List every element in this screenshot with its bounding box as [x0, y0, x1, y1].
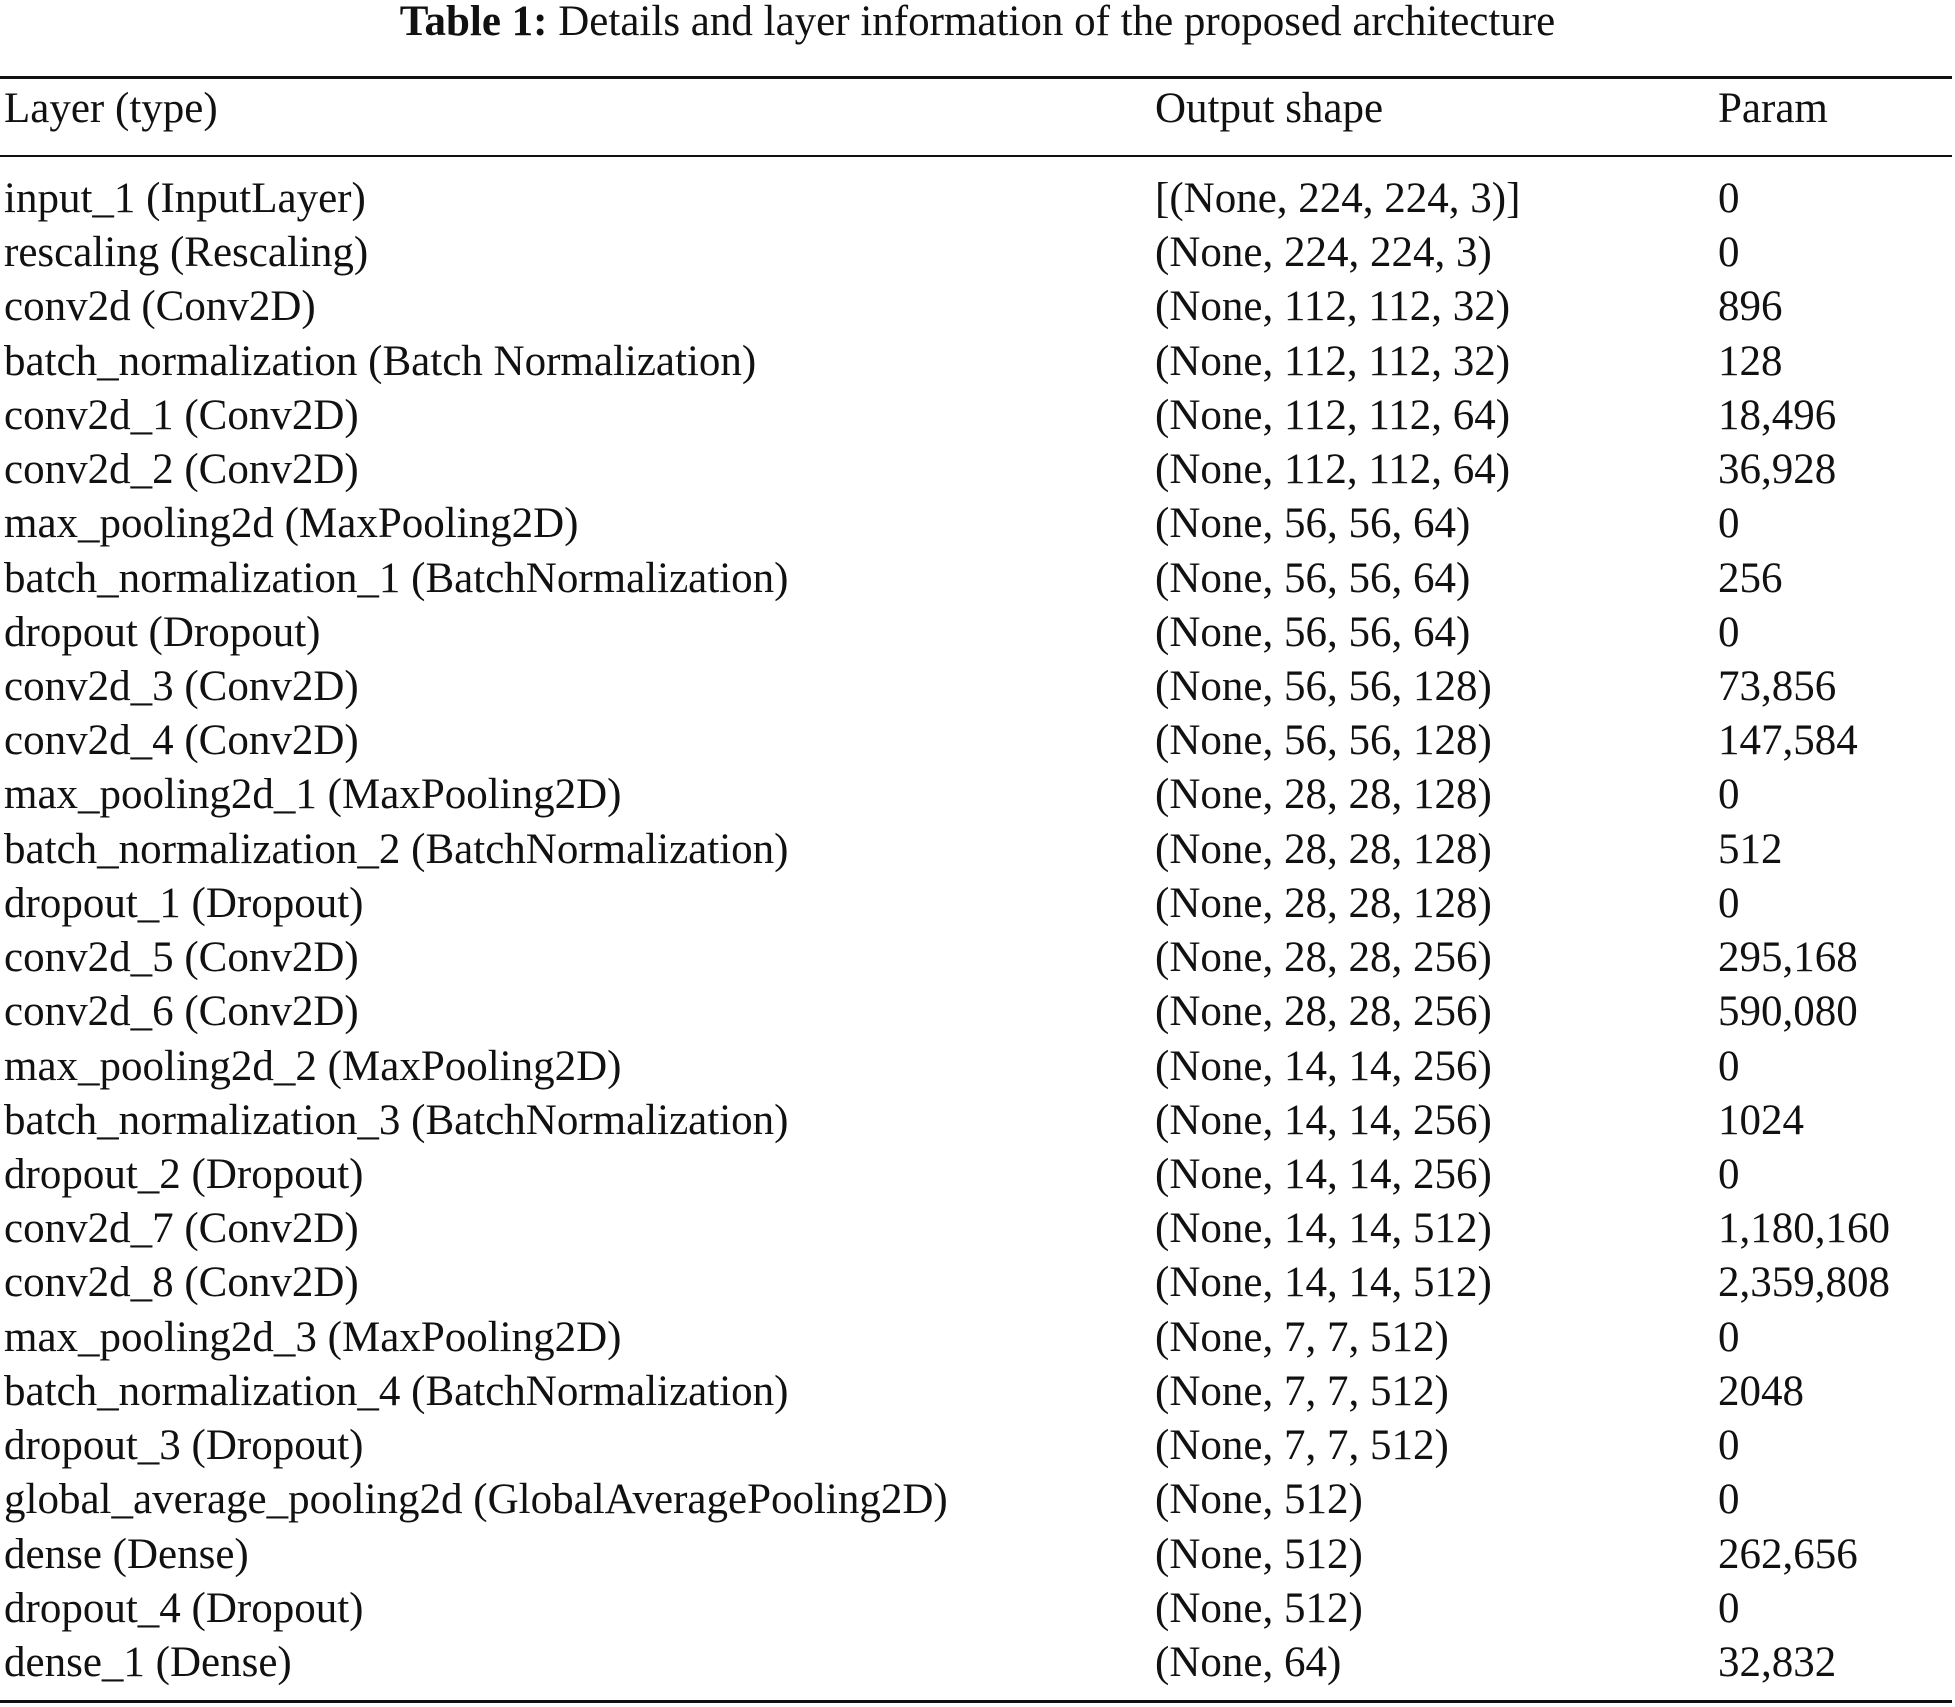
layer-cell: batch_normalization_3 (BatchNormalization)	[4, 1097, 789, 1144]
table-row	[0, 827, 1952, 877]
param-cell: 0	[1718, 609, 1740, 656]
param-cell: 0	[1718, 500, 1740, 547]
param-cell: 262,656	[1718, 1531, 1858, 1578]
table-row	[0, 1640, 1952, 1690]
param-cell: 32,832	[1718, 1639, 1837, 1686]
output-shape-cell: (None, 7, 7, 512)	[1155, 1368, 1449, 1415]
output-shape-cell: (None, 64)	[1155, 1639, 1342, 1686]
table-header-rule	[0, 155, 1952, 157]
layer-cell: conv2d_3 (Conv2D)	[4, 663, 359, 710]
table-row	[0, 1423, 1952, 1473]
table-row	[0, 230, 1952, 280]
layer-cell: conv2d_5 (Conv2D)	[4, 934, 359, 981]
table-row	[0, 1206, 1952, 1256]
layer-cell: batch_normalization_2 (BatchNormalization)	[4, 826, 789, 873]
output-shape-cell: (None, 14, 14, 512)	[1155, 1205, 1492, 1252]
param-cell: 256	[1718, 555, 1783, 602]
table-caption	[0, 0, 1955, 46]
table-caption-text: Details and layer information of the proposed architecture	[558, 0, 1556, 45]
param-cell: 0	[1718, 1151, 1740, 1198]
output-shape-cell: (None, 14, 14, 256)	[1155, 1151, 1492, 1198]
param-cell: 0	[1718, 1314, 1740, 1361]
table-row	[0, 881, 1952, 931]
table-row	[0, 447, 1952, 497]
output-shape-cell: (None, 512)	[1155, 1531, 1363, 1578]
layer-cell: dropout_2 (Dropout)	[4, 1151, 364, 1198]
table-row	[0, 989, 1952, 1039]
layer-cell: conv2d (Conv2D)	[4, 283, 316, 330]
output-shape-cell: (None, 7, 7, 512)	[1155, 1314, 1449, 1361]
layer-cell: conv2d_6 (Conv2D)	[4, 988, 359, 1035]
layer-cell: max_pooling2d_1 (MaxPooling2D)	[4, 771, 622, 818]
layer-cell: conv2d_4 (Conv2D)	[4, 717, 359, 764]
output-shape-cell: (None, 56, 56, 64)	[1155, 609, 1471, 656]
output-shape-cell: [(None, 224, 224, 3)]	[1155, 175, 1521, 222]
table-row	[0, 501, 1952, 551]
param-cell: 0	[1718, 771, 1740, 818]
output-shape-cell: (None, 224, 224, 3)	[1155, 229, 1492, 276]
output-shape-cell: (None, 512)	[1155, 1476, 1363, 1523]
output-shape-cell: (None, 112, 112, 32)	[1155, 283, 1511, 330]
table-row	[0, 284, 1952, 334]
table-bottom-rule	[0, 1700, 1952, 1703]
output-shape-cell: (None, 56, 56, 128)	[1155, 663, 1492, 710]
table-row	[0, 1369, 1952, 1419]
output-shape-cell: (None, 14, 14, 512)	[1155, 1259, 1492, 1306]
layer-cell: dropout_3 (Dropout)	[4, 1422, 364, 1469]
layer-cell: input_1 (InputLayer)	[4, 175, 366, 222]
table-row	[0, 664, 1952, 714]
param-cell: 147,584	[1718, 717, 1858, 764]
layer-cell: dropout_1 (Dropout)	[4, 880, 364, 927]
param-cell: 896	[1718, 283, 1783, 330]
output-shape-cell: (None, 112, 112, 64)	[1155, 392, 1511, 439]
output-shape-cell: (None, 28, 28, 128)	[1155, 771, 1492, 818]
param-cell: 0	[1718, 1043, 1740, 1090]
output-shape-cell: (None, 56, 56, 64)	[1155, 500, 1471, 547]
table-row	[0, 772, 1952, 822]
param-cell: 128	[1718, 338, 1783, 385]
table-row	[0, 718, 1952, 768]
param-cell: 0	[1718, 229, 1740, 276]
column-header-param: Param	[1718, 85, 1828, 132]
table-row	[0, 1315, 1952, 1365]
param-cell: 0	[1718, 175, 1740, 222]
table-row	[0, 935, 1952, 985]
layer-cell: max_pooling2d_3 (MaxPooling2D)	[4, 1314, 622, 1361]
layer-cell: conv2d_1 (Conv2D)	[4, 392, 359, 439]
param-cell: 0	[1718, 1476, 1740, 1523]
layer-cell: batch_normalization_1 (BatchNormalization)	[4, 555, 789, 602]
output-shape-cell: (None, 7, 7, 512)	[1155, 1422, 1449, 1469]
layer-cell: conv2d_7 (Conv2D)	[4, 1205, 359, 1252]
table-row	[0, 1477, 1952, 1527]
table-row	[0, 1044, 1952, 1094]
table-caption-label: Table 1:	[399, 0, 548, 45]
layer-cell: conv2d_8 (Conv2D)	[4, 1259, 359, 1306]
output-shape-cell: (None, 14, 14, 256)	[1155, 1043, 1492, 1090]
table-row	[0, 1586, 1952, 1636]
output-shape-cell: (None, 512)	[1155, 1585, 1363, 1632]
param-cell: 0	[1718, 1422, 1740, 1469]
table-row	[0, 393, 1952, 443]
param-cell: 2,359,808	[1718, 1259, 1890, 1306]
table-row	[0, 556, 1952, 606]
param-cell: 36,928	[1718, 446, 1837, 493]
table-row	[0, 1152, 1952, 1202]
table-row	[0, 1260, 1952, 1310]
layer-cell: dense_1 (Dense)	[4, 1639, 292, 1686]
param-cell: 0	[1718, 1585, 1740, 1632]
column-header-output-shape: Output shape	[1155, 85, 1384, 132]
layer-cell: dense (Dense)	[4, 1531, 249, 1578]
param-cell: 18,496	[1718, 392, 1837, 439]
output-shape-cell: (None, 112, 112, 64)	[1155, 446, 1511, 493]
output-shape-cell: (None, 28, 28, 128)	[1155, 880, 1492, 927]
param-cell: 2048	[1718, 1368, 1804, 1415]
layer-cell: max_pooling2d_2 (MaxPooling2D)	[4, 1043, 622, 1090]
layer-cell: dropout_4 (Dropout)	[4, 1585, 364, 1632]
param-cell: 295,168	[1718, 934, 1858, 981]
output-shape-cell: (None, 56, 56, 64)	[1155, 555, 1471, 602]
output-shape-cell: (None, 56, 56, 128)	[1155, 717, 1492, 764]
table-row	[0, 1532, 1952, 1582]
column-header-layer: Layer (type)	[4, 85, 218, 132]
table-row	[0, 176, 1952, 226]
table-row	[0, 1098, 1952, 1148]
layer-cell: batch_normalization (Batch Normalization)	[4, 338, 757, 385]
table-row	[0, 339, 1952, 389]
param-cell: 512	[1718, 826, 1783, 873]
table-top-rule	[0, 76, 1952, 79]
output-shape-cell: (None, 14, 14, 256)	[1155, 1097, 1492, 1144]
layer-cell: conv2d_2 (Conv2D)	[4, 446, 359, 493]
table-row	[0, 610, 1952, 660]
param-cell: 1024	[1718, 1097, 1804, 1144]
layer-cell: max_pooling2d (MaxPooling2D)	[4, 500, 579, 547]
output-shape-cell: (None, 28, 28, 256)	[1155, 988, 1492, 1035]
param-cell: 590,080	[1718, 988, 1858, 1035]
layer-cell: global_average_pooling2d (GlobalAveragePooling2D)	[4, 1476, 948, 1523]
param-cell: 0	[1718, 880, 1740, 927]
output-shape-cell: (None, 112, 112, 32)	[1155, 338, 1511, 385]
param-cell: 1,180,160	[1718, 1205, 1890, 1252]
param-cell: 73,856	[1718, 663, 1837, 710]
output-shape-cell: (None, 28, 28, 128)	[1155, 826, 1492, 873]
layer-cell: dropout (Dropout)	[4, 609, 321, 656]
layer-cell: rescaling (Rescaling)	[4, 229, 369, 276]
output-shape-cell: (None, 28, 28, 256)	[1155, 934, 1492, 981]
layer-cell: batch_normalization_4 (BatchNormalization)	[4, 1368, 789, 1415]
